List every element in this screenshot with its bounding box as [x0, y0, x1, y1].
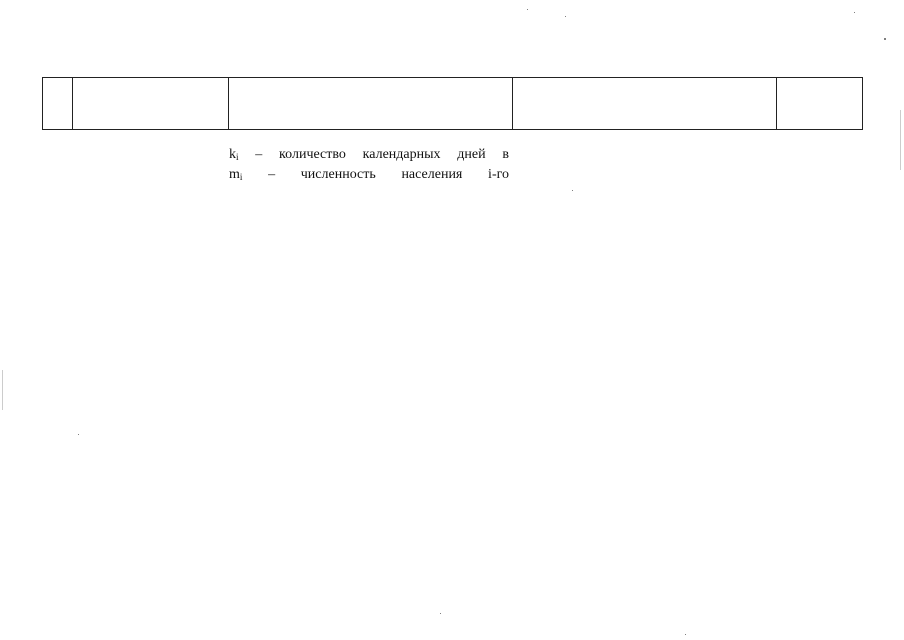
col-number-header: [43, 78, 73, 130]
scan-speck: [685, 634, 686, 635]
scan-speck: [572, 190, 573, 191]
scan-speck: [527, 9, 528, 10]
method-line: $m_i$ – численность населения i-го: [229, 167, 509, 183]
method-line: $k_i$ – количество календарных дней в: [229, 147, 509, 162]
scan-speck: [854, 12, 855, 13]
scan-speck: [565, 16, 566, 17]
col-note-header: [777, 78, 863, 130]
scan-edge-line-left: [2, 370, 3, 410]
calculation-method-text: [229, 146, 509, 187]
indicator-table-header: [42, 77, 863, 130]
scan-speck: [78, 434, 79, 435]
col-indicator-name-header: [73, 78, 229, 130]
scan-speck: [884, 38, 886, 40]
col-information-source-header: [513, 78, 777, 130]
scan-edge-line-right: [900, 110, 901, 170]
col-calculation-method-header: [229, 78, 513, 130]
scan-speck: [440, 613, 441, 614]
